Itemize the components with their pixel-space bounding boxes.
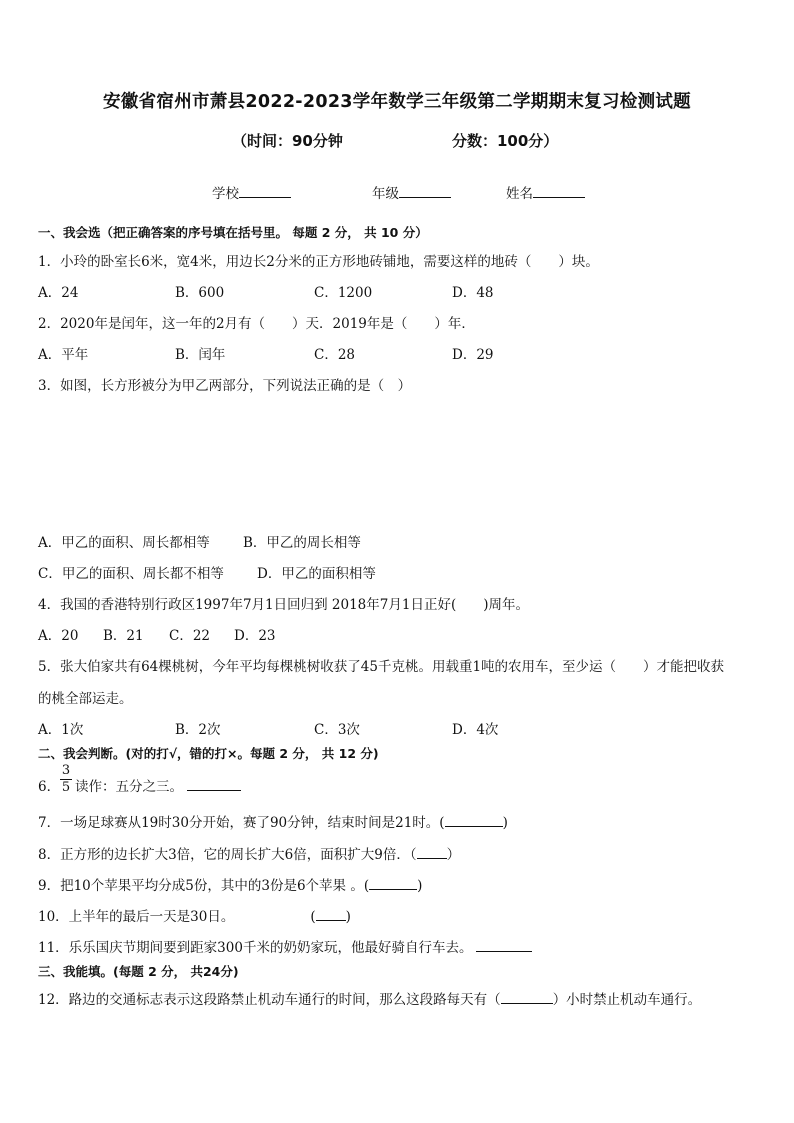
q10-text: 10．上半年的最后一天是30日。 [38,909,235,925]
q2-option-c[interactable]: C．28 [314,347,356,363]
name-blank[interactable] [533,185,585,198]
q9-text: 9．把10个苹果平均分成5份，其中的3份是6个苹果 。( [38,878,370,894]
q3-option-b[interactable]: B．甲乙的周长相等 [243,535,361,551]
school-field[interactable] [212,182,291,202]
q6-text: 读作：五分之三。 [75,779,183,795]
question-8 [38,843,460,863]
name-field[interactable] [506,182,585,202]
fraction-three-fifths [60,764,72,795]
q1-option-d[interactable]: D．48 [452,285,494,301]
q1-option-c[interactable]: C．1200 [314,285,373,301]
q4-option-c[interactable]: C．22 [169,628,211,644]
section-1-heading: 一、我会选（把正确答案的序号填在括号里。 每题 2 分， 共 10 分） [38,225,428,240]
q8-text: 8．正方形的边长扩大3倍，它的周长扩大6倍，面积扩大9倍．（ [38,847,417,863]
q10-open: ( [310,909,316,925]
question-5-line-1: 5．张大伯家共有64棵桃树，今年平均每棵桃树收获了45千克桃。用载重1吨的农用车，至少运（ ）才能把收获 [38,659,725,675]
question-5-line-2: 的桃全部运走。 [38,691,133,707]
question-9 [38,874,422,894]
q4-option-d[interactable]: D．23 [234,628,276,644]
q5-option-a[interactable]: A．1次 [38,722,84,738]
exam-time: （时间：90分钟 [232,132,343,150]
page-title: 安徽省宿州市萧县2022-2023学年数学三年级第二学期期末复习检测试题 [103,92,691,112]
q9-close: ) [417,878,423,894]
fraction-numerator: 3 [61,763,71,778]
q8-answer-blank[interactable] [417,846,447,859]
q5-option-b[interactable]: B．2次 [175,722,221,738]
q12-text-a: 12．路边的交通标志表示这段路禁止机动车通行的时间，那么这段路每天有（ [38,992,501,1008]
exam-score: 分数：100分） [452,132,559,150]
q2-option-d[interactable]: D．29 [452,347,494,363]
question-6-number: 6． [38,779,61,795]
question-10 [38,905,351,925]
q2-option-b[interactable]: B．闰年 [175,347,226,363]
q10-answer-blank[interactable] [316,908,346,921]
q7-answer-blank[interactable] [445,814,503,827]
q10-close: ) [345,909,351,925]
grade-label: 年级 [372,186,399,202]
q8-close: ） [446,847,461,863]
school-blank[interactable] [239,185,291,198]
section-3-heading: 三、我能填。(每题 2 分， 共24分) [38,964,239,979]
q2-option-a[interactable]: A．平年 [38,347,89,363]
question-3: 3．如图，长方形被分为甲乙两部分，下列说法正确的是（ ） [38,378,412,394]
question-11 [38,936,532,956]
grade-field[interactable] [372,182,451,202]
q4-option-a[interactable]: A．20 [38,628,79,644]
question-6 [75,775,241,795]
q4-option-b[interactable]: B．21 [103,628,144,644]
q3-option-c[interactable]: C．甲乙的面积、周长都不相等 [38,566,224,582]
q9-answer-blank[interactable] [369,877,417,890]
q3-option-d[interactable]: D．甲乙的面积相等 [257,566,376,582]
q11-text: 11．乐乐国庆节期间要到距家300千米的奶奶家玩，他最好骑自行车去。 [38,940,473,956]
q3-option-a[interactable]: A．甲乙的面积、周长都相等 [38,535,210,551]
q5-option-c[interactable]: C．3次 [314,722,360,738]
name-label: 姓名 [506,186,533,202]
q5-option-d[interactable]: D．4次 [452,722,499,738]
grade-blank[interactable] [399,185,451,198]
fraction-denominator: 5 [61,780,71,795]
school-label: 学校 [212,186,239,202]
q12-answer-blank[interactable] [501,991,553,1004]
q1-option-a[interactable]: A．24 [38,285,79,301]
question-2: 2．2020年是闰年，这一年的2月有（ ）天．2019年是（ ）年． [38,316,475,332]
q12-text-b: ）小时禁止机动车通行。 [552,992,702,1008]
question-12 [38,988,701,1008]
q1-option-b[interactable]: B．600 [175,285,225,301]
q7-text: 7．一场足球赛从19时30分开始，赛了90分钟，结束时间是21时。( [38,815,445,831]
question-1: 1．小玲的卧室长6米，宽4米，用边长2分米的正方形地砖铺地，需要这样的地砖（ ）块。 [38,254,599,270]
question-7 [38,811,508,831]
question-4: 4．我国的香港特别行政区1997年7月1日回归到 2018年7月1日正好( )周年。 [38,597,529,613]
q6-answer-blank[interactable] [187,778,241,791]
q11-answer-blank[interactable] [476,939,532,952]
q7-close: ) [502,815,508,831]
section-2-heading: 二、我会判断。(对的打√，错的打×。每题 2 分， 共 12 分) [38,746,379,761]
